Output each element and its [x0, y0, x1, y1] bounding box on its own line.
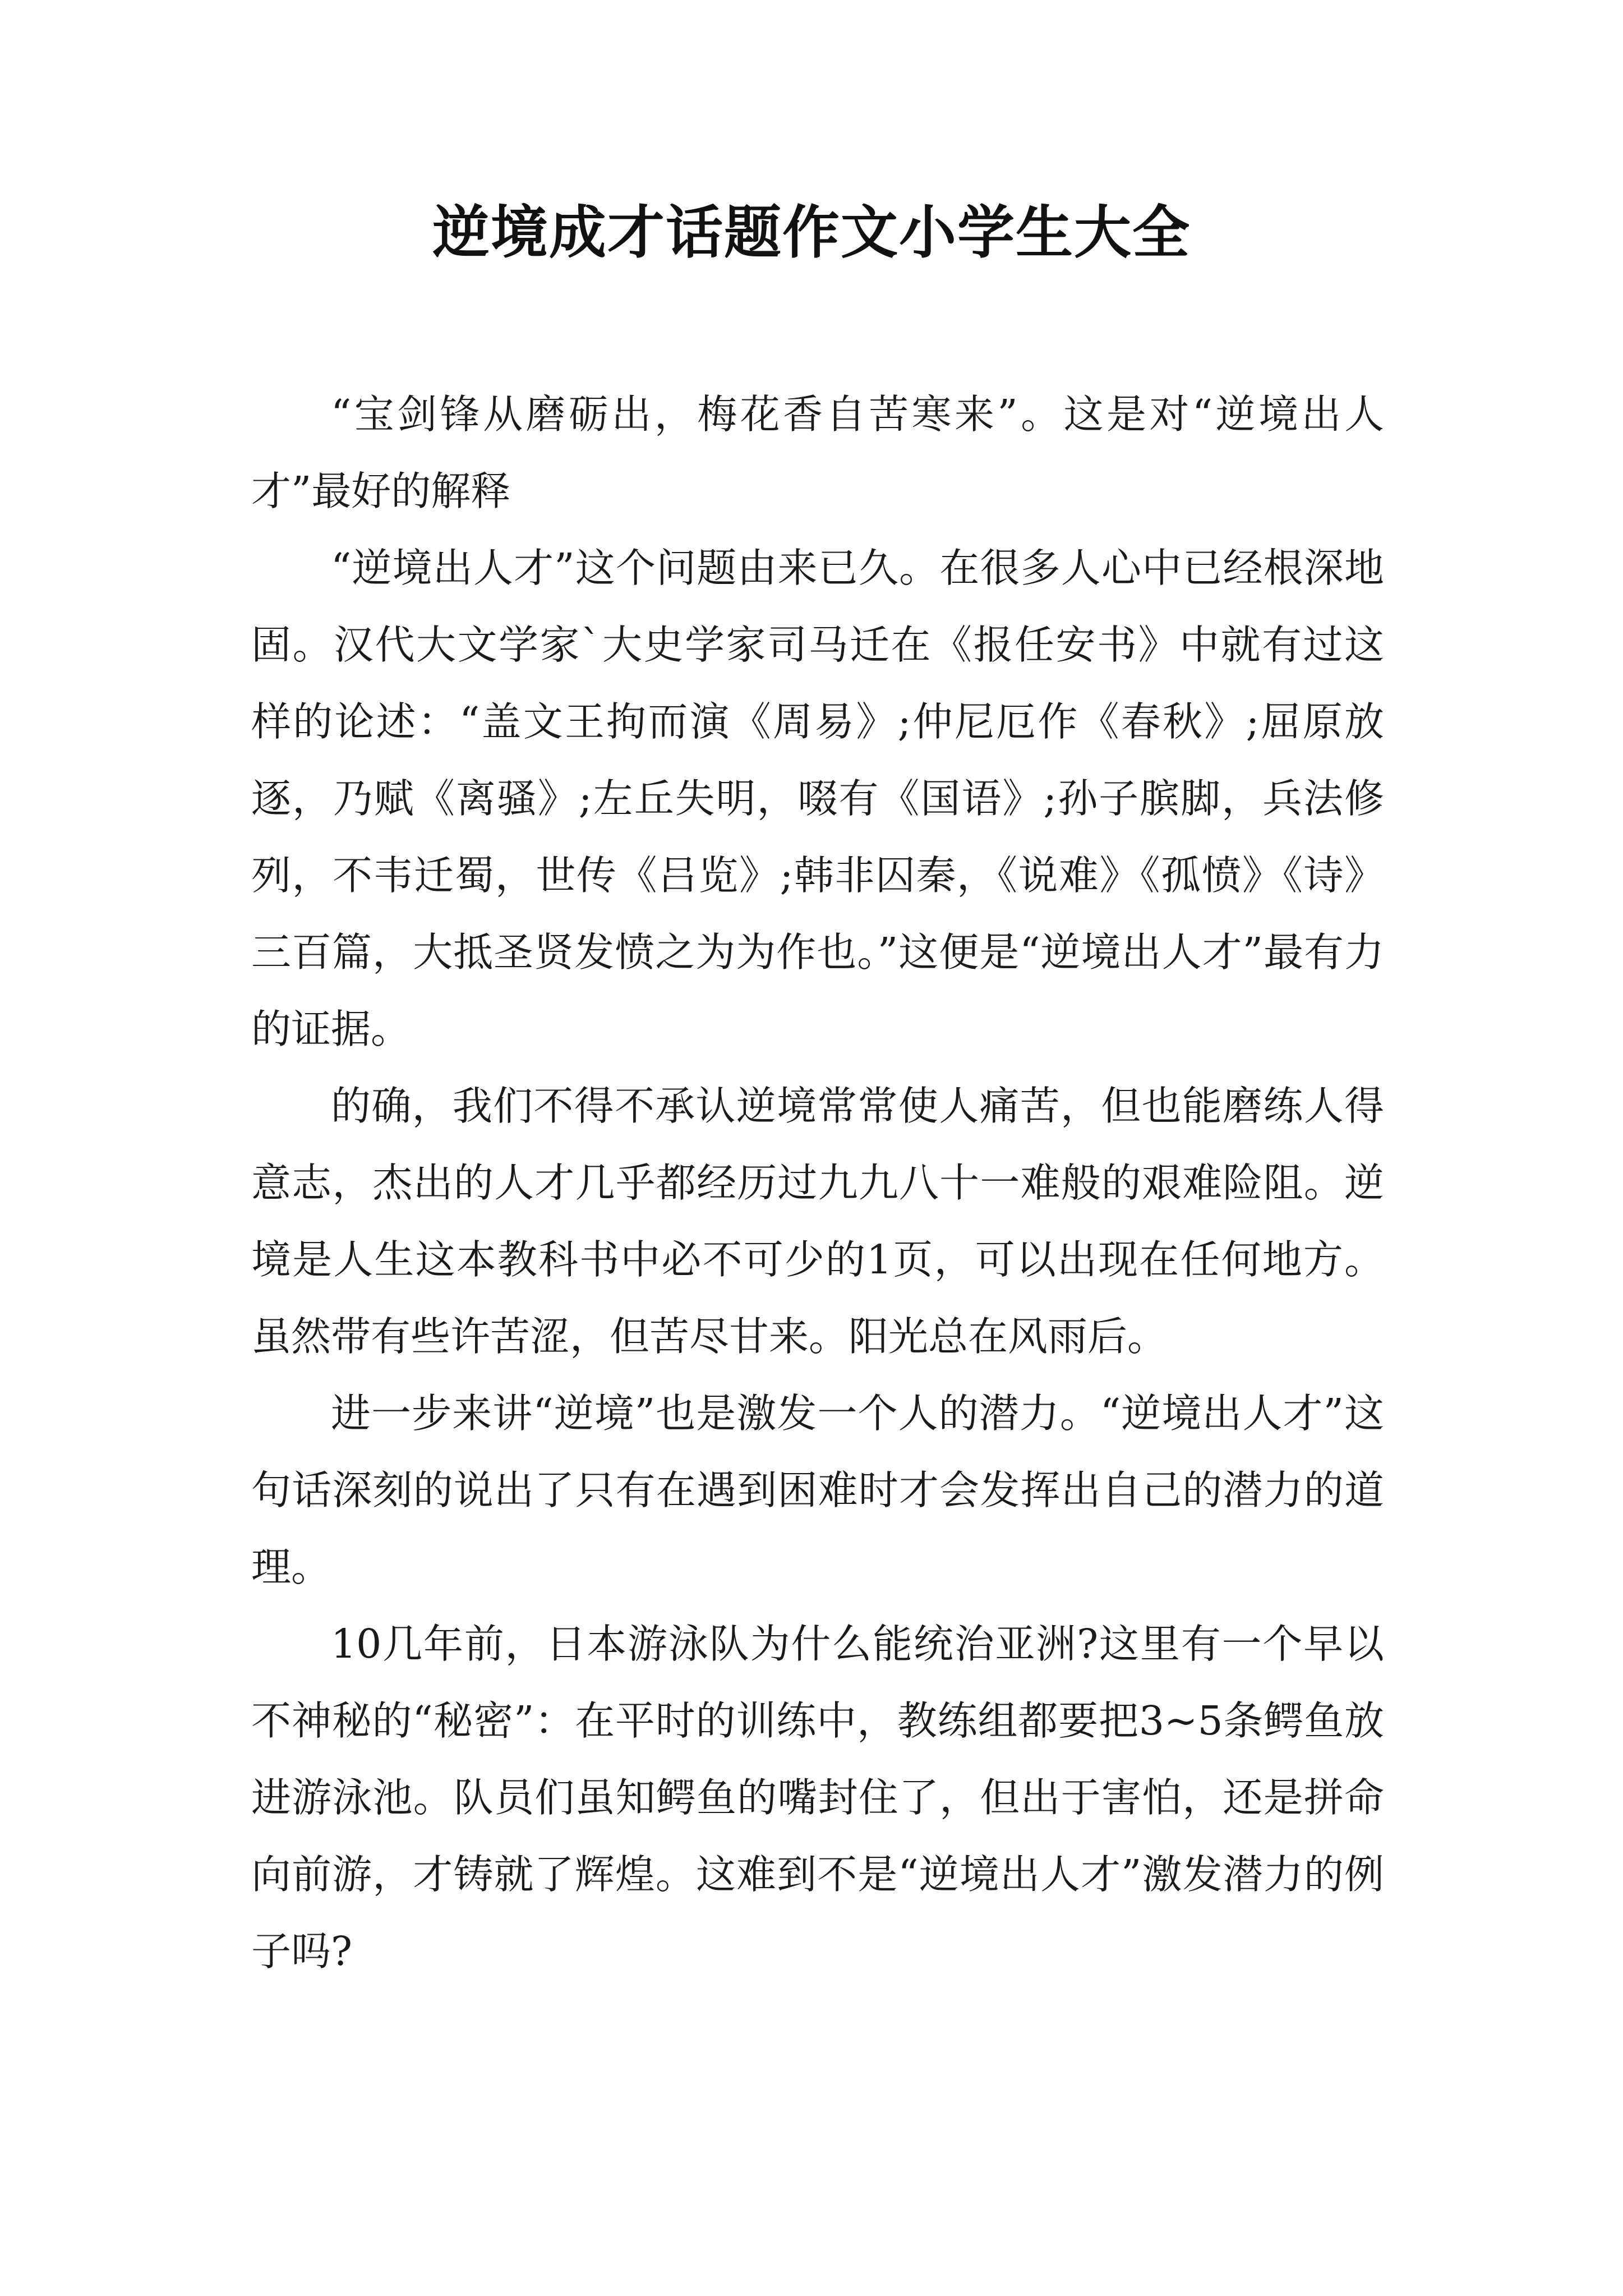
paragraph-1: “宝剑锋从磨砺出，梅花香自苦寒来”。这是对“逆境出人才”最好的解释	[251, 391, 1384, 514]
document-title: 逆境成才话题作文小学生大全	[432, 199, 1191, 266]
paragraph-3: 的确，我们不得不承认逆境常常使人痛苦，但也能磨练人得意志，杰出的人才几乎都经历过九九八十一难般的艰难险阻。逆境是人生这本教科书中必不可少的1页，可以出现在任何地方。虽然带有些许苦涩，但苦尽甘来。阳光总在风雨后。	[251, 1083, 1384, 1360]
paragraph-2: “逆境出人才”这个问题由来已久。在很多人心中已经根深地固。汉代大文学家`大史学家司马迁在《报任安书》中就有过这样的论述：“盖文王拘而演《周易》;仲尼厄作《春秋》;屈原放逐，乃赋《离骚》;左丘失明，啜有《国语》;孙子膑脚，兵法修列，不韦迁蜀，世传《吕览》;韩非囚秦，《说难》《孤愤》《诗》三百篇，大抵圣贤发愤之为为作也。”这便是“逆境出人才”最有力的证据。	[251, 545, 1384, 1052]
document-body	[251, 376, 1384, 1990]
paragraph-4: 进一步来讲“逆境”也是激发一个人的潜力。“逆境出人才”这句话深刻的说出了只有在遇到困难时才会发挥出自己的潜力的道理。	[251, 1390, 1384, 1590]
paragraph-5: 10几年前，日本游泳队为什么能统治亚洲?这里有一个早以不神秘的“秘密”：在平时的训练中，教练组都要把3~5条鳄鱼放进游泳池。队员们虽知鳄鱼的嘴封住了，但出于害怕，还是拼命向前游，才铸就了辉煌。这难到不是“逆境出人才”激发潜力的例子吗?	[251, 1621, 1384, 1975]
